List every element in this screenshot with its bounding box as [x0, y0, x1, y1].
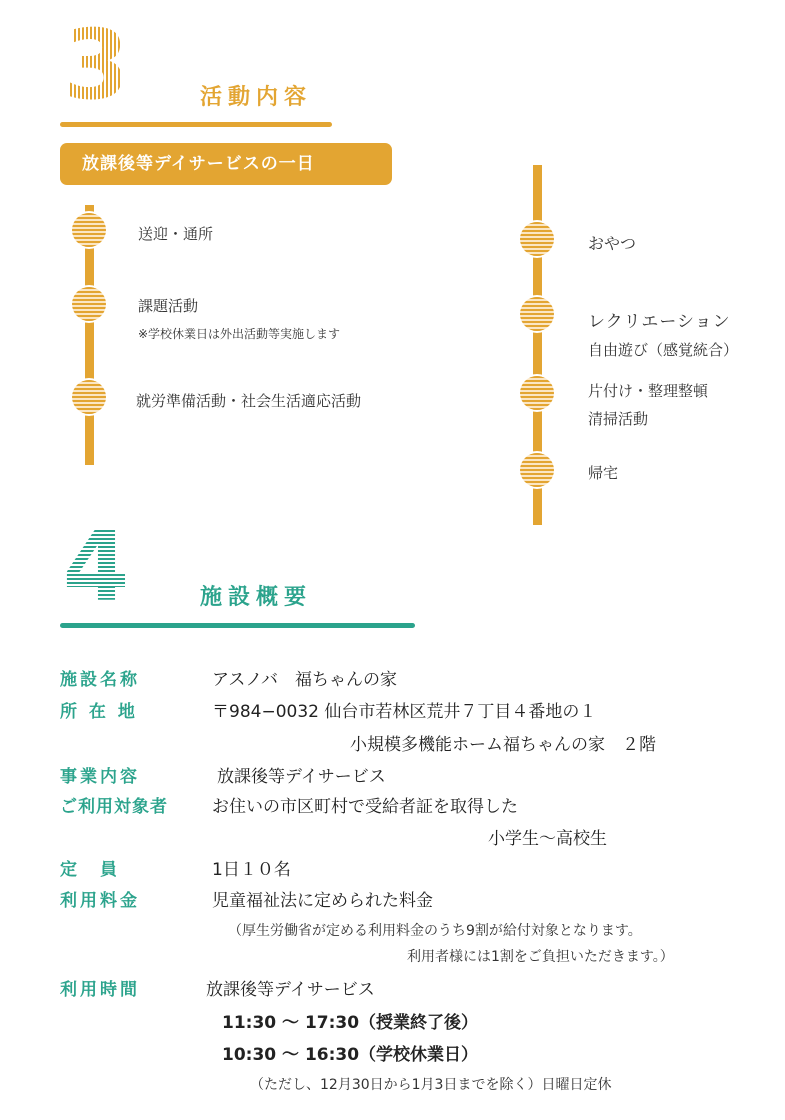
timeline-dot	[72, 213, 106, 247]
timeline-dot	[72, 287, 106, 321]
value-facility-name: アスノバ 福ちゃんの家	[212, 670, 397, 690]
value-target-line2: 小学生〜高校生	[488, 829, 607, 849]
value-hours-holidays: 10:30 ～ 16:30（学校休業日）	[222, 1045, 479, 1065]
value-address-line1: 〒984−0032 仙台市若林区荒井７丁目４番地の１	[212, 702, 597, 722]
timeline-dot	[72, 380, 106, 414]
timeline-item-go-home: 帰宅	[588, 464, 619, 482]
svg-text:3: 3	[62, 9, 130, 121]
timeline-dot	[520, 376, 554, 410]
timeline-dot	[520, 297, 554, 331]
section-divider	[60, 623, 415, 628]
label-address: 所 在 地	[60, 702, 138, 722]
label-target-users: ご利用対象者	[60, 797, 168, 817]
section-divider	[60, 122, 332, 127]
timeline-item-work-prep: 就労準備活動・社会生活適応活動	[136, 392, 362, 410]
value-target-line1: お住いの市区町村で受給者証を取得した	[212, 797, 518, 817]
svg-text:4: 4	[62, 511, 130, 623]
timeline-dot	[520, 453, 554, 487]
label-capacity: 定 員	[60, 860, 120, 880]
timeline-sub-cleaning: 清掃活動	[588, 410, 649, 428]
timeline-sub-free-play: 自由遊び（感覚統合）	[588, 341, 739, 359]
timeline-dot	[520, 222, 554, 256]
value-capacity: 1日１０名	[212, 860, 291, 880]
label-facility-name: 施設名称	[60, 670, 140, 690]
timeline-item-cleanup: 片付け・整理整頓	[588, 382, 709, 400]
value-hours-school-days: 11:30 ～ 17:30（授業終了後）	[222, 1013, 479, 1033]
section-number-3	[62, 9, 130, 121]
value-business: 放課後等デイサービス	[217, 767, 386, 787]
section-number-4	[62, 511, 130, 623]
fee-note-line1: （厚生労働省が定める利用料金のうち9割が給付対象となります。	[228, 923, 642, 939]
daily-schedule-banner: 放課後等デイサービスの一日	[60, 143, 392, 185]
timeline-note-holiday: ※学校休業日は外出活動等実施します	[138, 327, 341, 341]
timeline-item-pickup: 送迎・通所	[138, 225, 214, 243]
value-hours-service: 放課後等デイサービス	[206, 980, 375, 1000]
label-fee: 利用料金	[60, 891, 140, 911]
timeline-item-snack: おやつ	[588, 234, 637, 253]
section-title-activities: 活動内容	[200, 85, 313, 110]
timeline-item-recreation: レクリエーション	[588, 312, 731, 332]
section-title-facility: 施設概要	[200, 585, 313, 610]
value-address-line2: 小規模多機能ホーム福ちゃんの家 ２階	[350, 735, 656, 755]
label-business: 事業内容	[60, 767, 140, 787]
value-fee: 児童福祉法に定められた料金	[212, 891, 433, 911]
timeline-item-tasks: 課題活動	[138, 297, 199, 315]
label-hours: 利用時間	[60, 980, 140, 1000]
hours-note-closed: （ただし、12月30日から1月3日までを除く）日曜日定休	[250, 1077, 612, 1093]
fee-note-line2: 利用者様には1割をご負担いただきます。）	[407, 949, 674, 965]
